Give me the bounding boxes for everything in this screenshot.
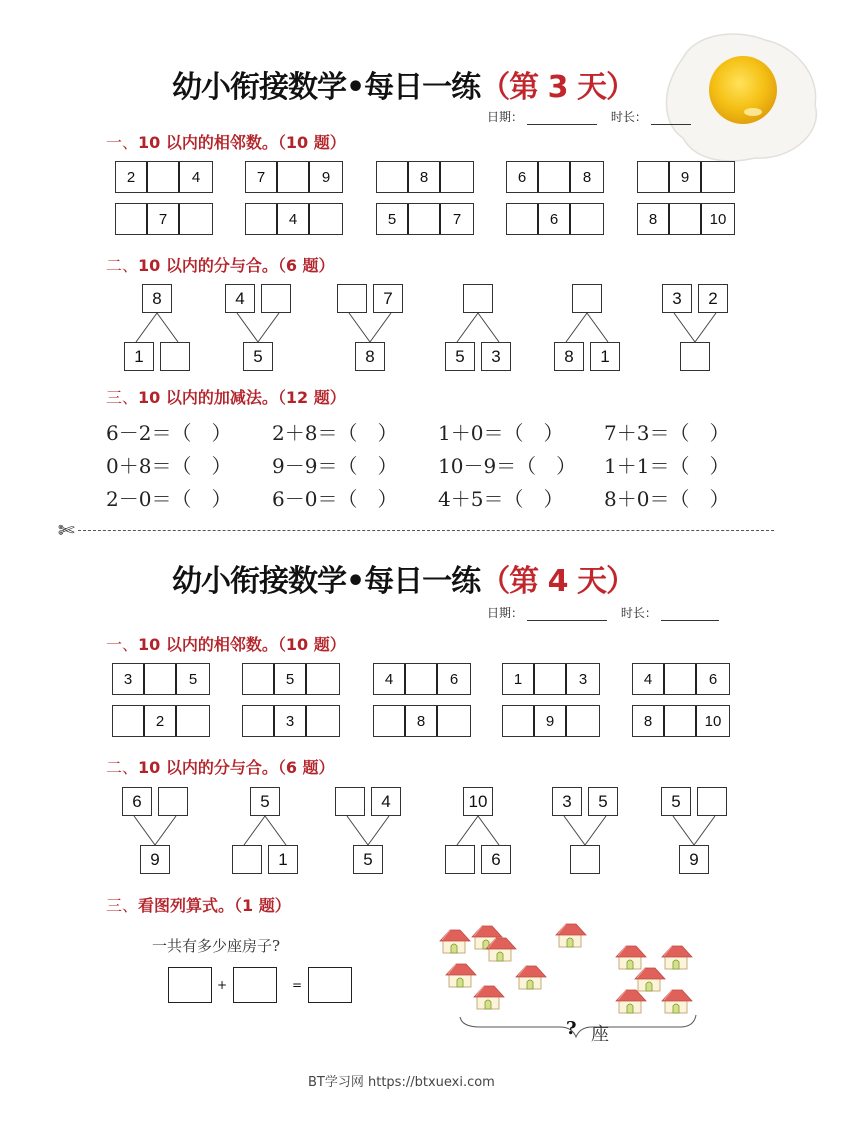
number-box: 5: [250, 787, 280, 816]
answer-box-3[interactable]: [308, 967, 352, 1003]
house-icon: [474, 986, 504, 1009]
number-box: 1: [268, 845, 298, 874]
section-prefix: 二、: [106, 758, 139, 777]
plus-sign: +: [217, 978, 228, 992]
brace-question-mark: ?: [566, 1018, 577, 1039]
number-box: 5: [243, 342, 273, 371]
section-prefix: 一、: [106, 635, 139, 654]
equals-sign: =: [292, 978, 303, 992]
blank-answer-box[interactable]: [445, 845, 475, 874]
number-cell: 8: [582, 168, 592, 186]
number-box: 2: [698, 284, 728, 313]
number-cell: 8: [406, 706, 438, 736]
arithmetic-problem[interactable]: 2＋8＝（ ）: [272, 421, 398, 445]
section-title: 10 以内的分与合。（6 题）: [138, 256, 335, 275]
section-prefix: 一、: [106, 133, 139, 152]
number-box: 9: [140, 845, 170, 874]
number-cell: 6: [507, 162, 539, 192]
house-icon: [662, 946, 692, 969]
answer-box-1[interactable]: [168, 967, 212, 1003]
title-text: 幼小衔接数学•每日一练: [172, 70, 481, 105]
arithmetic-problem[interactable]: 8＋0＝（ ）: [604, 487, 730, 511]
number-box: 9: [679, 845, 709, 874]
date-label: 日期：: [487, 110, 524, 124]
number-cell: 6: [449, 670, 459, 688]
section-title: 10 以内的相邻数。（10 题）: [138, 635, 346, 654]
number-cell: 3: [113, 664, 145, 694]
scissors-icon: ✄: [58, 518, 75, 542]
number-cell: 5: [188, 670, 198, 688]
curly-brace: [460, 1015, 696, 1037]
number-box: 5: [445, 342, 475, 371]
footer-watermark: BT学习网 https://btxuexi.com: [308, 1075, 495, 1090]
arithmetic-problem[interactable]: 1＋0＝（ ）: [438, 421, 564, 445]
number-box: 3: [552, 787, 582, 816]
number-cell: 7: [148, 204, 180, 234]
answer-box-2[interactable]: [233, 967, 277, 1003]
number-cell: 5: [275, 664, 307, 694]
arithmetic-problem[interactable]: 10－9＝（ ）: [438, 454, 577, 478]
number-cell: 9: [321, 168, 331, 186]
number-cell: 3: [578, 670, 588, 688]
house-icon: [516, 966, 546, 989]
number-cell: 6: [539, 204, 571, 234]
day-label: （第 3 天）: [480, 70, 635, 105]
number-cell: 9: [535, 706, 567, 736]
day4-section3-heading: [106, 893, 291, 916]
number-box: 8: [554, 342, 584, 371]
number-cell: 7: [246, 162, 278, 192]
number-box: 3: [662, 284, 692, 313]
section-title: 10 以内的加减法。（12 题）: [138, 388, 346, 407]
number-box: 5: [588, 787, 618, 816]
number-cell: 4: [191, 168, 201, 186]
number-cell: 8: [638, 204, 670, 234]
title-text: 幼小衔接数学•每日一练: [172, 564, 481, 599]
section-prefix: 三、: [106, 896, 139, 915]
number-box: 3: [481, 342, 511, 371]
number-cell: 4: [633, 664, 665, 694]
section-prefix: 二、: [106, 256, 139, 275]
blank-answer-box[interactable]: [335, 787, 365, 816]
arithmetic-problem[interactable]: 1＋1＝（ ）: [604, 454, 730, 478]
arithmetic-problem[interactable]: 7＋3＝（ ）: [604, 421, 730, 445]
number-cell: 4: [374, 664, 406, 694]
house-icon: [556, 924, 586, 947]
blank-answer-box[interactable]: [232, 845, 262, 874]
number-box: 6: [122, 787, 152, 816]
section-prefix: 三、: [106, 388, 139, 407]
arithmetic-problem[interactable]: 6－0＝（ ）: [272, 487, 398, 511]
blank-answer-box[interactable]: [570, 845, 600, 874]
arithmetic-problem[interactable]: 6－2＝（ ）: [106, 421, 232, 445]
number-box: 8: [142, 284, 172, 313]
number-cell: 6: [708, 670, 718, 688]
arithmetic-problem[interactable]: 9－9＝（ ）: [272, 454, 398, 478]
number-box: 4: [371, 787, 401, 816]
number-cell: 7: [452, 210, 462, 228]
number-box: 8: [355, 342, 385, 371]
number-cell: 10: [709, 210, 727, 228]
number-cell: 8: [633, 706, 665, 736]
picture-question: 一共有多少座房子?: [152, 937, 281, 955]
number-box: 1: [124, 342, 154, 371]
number-cell: 1: [503, 664, 535, 694]
house-icon: [616, 990, 646, 1013]
blank-answer-box[interactable]: [158, 787, 188, 816]
number-box: 5: [661, 787, 691, 816]
day-label: （第 4 天）: [480, 564, 635, 599]
date-label: 日期：: [487, 606, 524, 620]
duration-label: 时长：: [610, 110, 647, 124]
arithmetic-problem[interactable]: 4＋5＝（ ）: [438, 487, 564, 511]
house-icon: [662, 990, 692, 1013]
number-cell: 5: [377, 204, 409, 234]
section-title: 看图列算式。（1 题）: [138, 896, 291, 915]
number-box: 4: [225, 284, 255, 313]
number-box: 10: [463, 787, 493, 816]
duration-label: 时长：: [620, 606, 657, 620]
arithmetic-problem[interactable]: 0＋8＝（ ）: [106, 454, 232, 478]
number-cell: 10: [704, 712, 722, 730]
number-cell: 3: [275, 706, 307, 736]
number-cell: 2: [116, 162, 148, 192]
blank-answer-box[interactable]: [697, 787, 727, 816]
house-icon: [446, 964, 476, 987]
section-title: 10 以内的相邻数。（10 题）: [138, 133, 346, 152]
house-icon: [440, 930, 470, 953]
house-icon: [616, 946, 646, 969]
arithmetic-problem[interactable]: 2－0＝（ ）: [106, 487, 232, 511]
house-icon: [635, 968, 665, 991]
number-box: 6: [481, 845, 511, 874]
number-box: 5: [353, 845, 383, 874]
brace-unit-label: 座: [591, 1024, 609, 1045]
number-box: 7: [373, 284, 403, 313]
number-box: 1: [590, 342, 620, 371]
number-cell: 8: [409, 162, 441, 192]
number-cell: 9: [670, 162, 702, 192]
section-title: 10 以内的分与合。（6 题）: [138, 758, 335, 777]
number-cell: 2: [145, 706, 177, 736]
number-cell: 4: [278, 204, 310, 234]
